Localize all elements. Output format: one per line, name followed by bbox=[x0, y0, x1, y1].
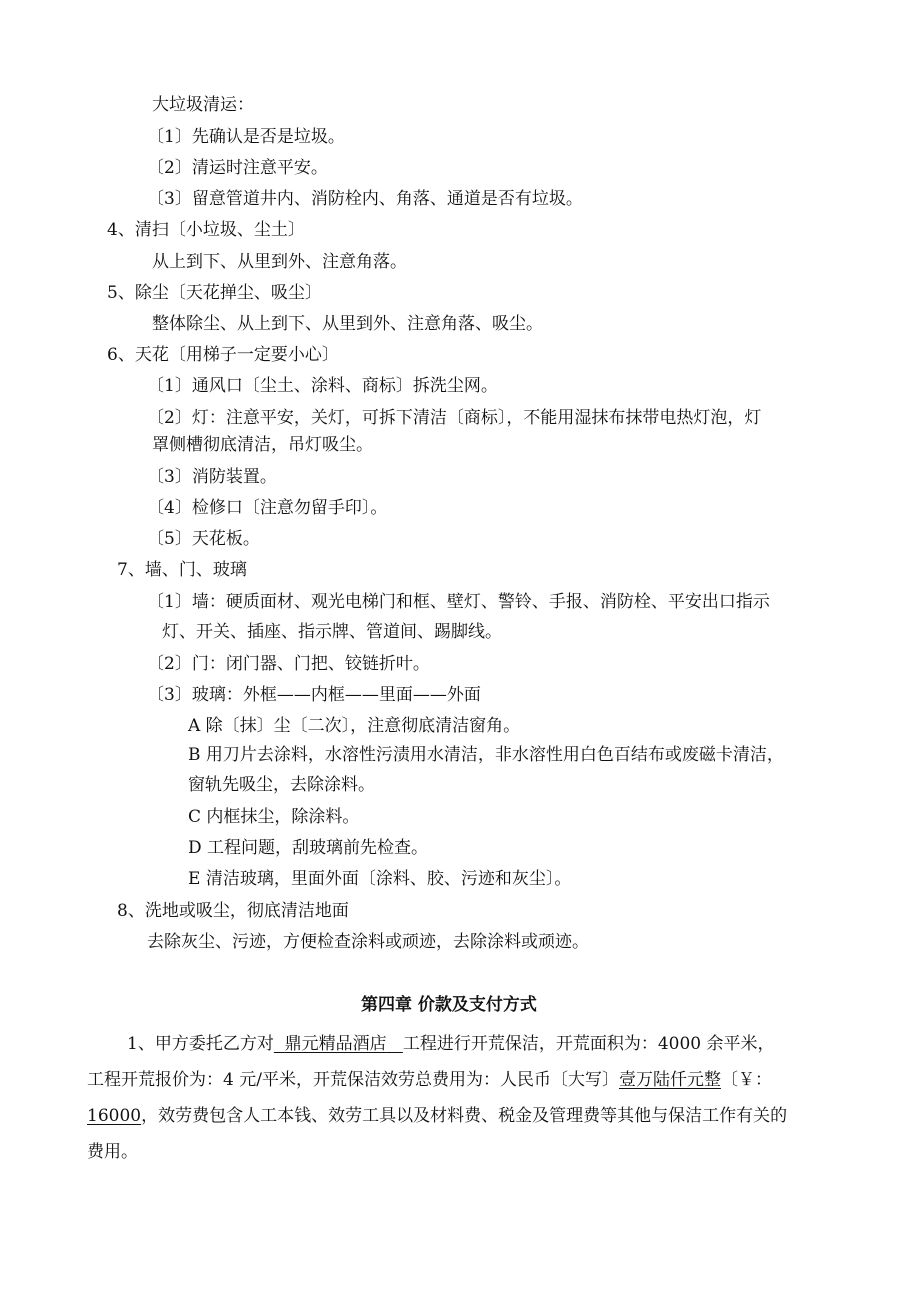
section-heading: 8、洗地或吸尘，彻底清洁地面 bbox=[117, 901, 349, 921]
section-heading: 6、天花〔用梯子一定要小心〕 bbox=[107, 345, 339, 365]
list-item: 〔2〕灯：注意平安，关灯，可拆下清洁〔商标〕，不能用湿抹布抹带电热灯泡，灯 bbox=[147, 408, 762, 428]
list-item: 〔3〕玻璃：外框——内框——里面——外面 bbox=[147, 685, 481, 705]
amount-number: 16000 bbox=[87, 1106, 142, 1126]
list-item: 〔3〕消防装置。 bbox=[147, 467, 277, 487]
list-item: 〔4〕检修口〔注意勿留手印〕。 bbox=[147, 498, 388, 518]
list-item: 〔1〕先确认是否是垃圾。 bbox=[147, 127, 345, 147]
section-heading: 大垃圾清运： bbox=[152, 95, 254, 115]
paragraph-text: ，效劳费包含人工本钱、效劳工具以及材料费、税金及管理费等其他与保洁工作有关的 bbox=[141, 1106, 788, 1126]
list-item-continuation: 罩侧槽彻底清洁，吊灯吸尘。 bbox=[152, 435, 373, 455]
sub-item: B 用刀片去涂料，水溶性污渍用水清洁，非水溶性用白色百结布或废磁卡清洁， bbox=[188, 745, 784, 765]
hotel-name bbox=[274, 1034, 403, 1054]
list-item: 〔2〕清运时注意平安。 bbox=[147, 158, 328, 178]
list-item: 〔1〕通风口〔尘土、涂料、商标〕拆洗尘网。 bbox=[147, 376, 498, 396]
list-item: 从上到下、从里到外、注意角落。 bbox=[152, 252, 407, 272]
hotel-name-text: 鼎元精品酒店 bbox=[284, 1034, 387, 1054]
list-item: 〔3〕留意管道井内、消防栓内、角落、通道是否有垃圾。 bbox=[147, 189, 583, 209]
list-item: 〔1〕墙：硬质面材、观光电梯门和框、壁灯、警铃、手报、消防栓、平安出口指示 bbox=[147, 592, 770, 612]
paragraph-text: 工程开荒报价为：4 元/平米，开荒保洁效劳总费用为：人民币〔大写〕 bbox=[87, 1070, 619, 1090]
amount-in-words: 壹万陆仟元整 bbox=[618, 1070, 721, 1090]
sub-item: D 工程问题，刮玻璃前先检查。 bbox=[188, 838, 429, 858]
chapter-paragraph-line3 bbox=[87, 1106, 787, 1126]
paragraph-text: 1、甲方委托乙方对 bbox=[127, 1034, 274, 1054]
chapter-title: 第四章 价款及支付方式 bbox=[361, 995, 537, 1015]
section-heading: 7、墙、门、玻璃 bbox=[117, 560, 247, 580]
sub-item: A 除〔抹〕尘〔二次〕，注意彻底清洁窗角。 bbox=[188, 716, 521, 736]
paragraph-text: 〔￥： bbox=[720, 1070, 772, 1090]
list-item-continuation: 灯、开关、插座、指示牌、管道间、踢脚线。 bbox=[162, 622, 502, 642]
sub-item: C 内框抹尘，除涂料。 bbox=[188, 807, 360, 827]
list-item: 〔2〕门：闭门器、门把、铰链折叶。 bbox=[147, 654, 430, 674]
paragraph-text: 工程进行开荒保洁，开荒面积为：4000 余平米， bbox=[402, 1034, 775, 1054]
list-item: 去除灰尘、污迹，方便检查涂料或顽迹，去除涂料或顽迹。 bbox=[147, 932, 589, 952]
list-item: 整体除尘、从上到下、从里到外、注意角落、吸尘。 bbox=[152, 314, 543, 334]
section-heading: 4、清扫〔小垃圾、尘土〕 bbox=[107, 220, 305, 240]
sub-item-continuation: 窗轨先吸尘，去除涂料。 bbox=[188, 775, 375, 795]
sub-item: E 清洁玻璃，里面外面〔涂料、胶、污迹和灰尘〕。 bbox=[188, 869, 572, 889]
chapter-paragraph-line1 bbox=[127, 1034, 775, 1054]
list-item: 〔5〕天花板。 bbox=[147, 529, 260, 549]
chapter-paragraph-line2 bbox=[87, 1070, 772, 1090]
chapter-paragraph-line4: 费用。 bbox=[87, 1142, 138, 1162]
section-heading: 5、除尘〔天花掸尘、吸尘〕 bbox=[107, 283, 322, 303]
